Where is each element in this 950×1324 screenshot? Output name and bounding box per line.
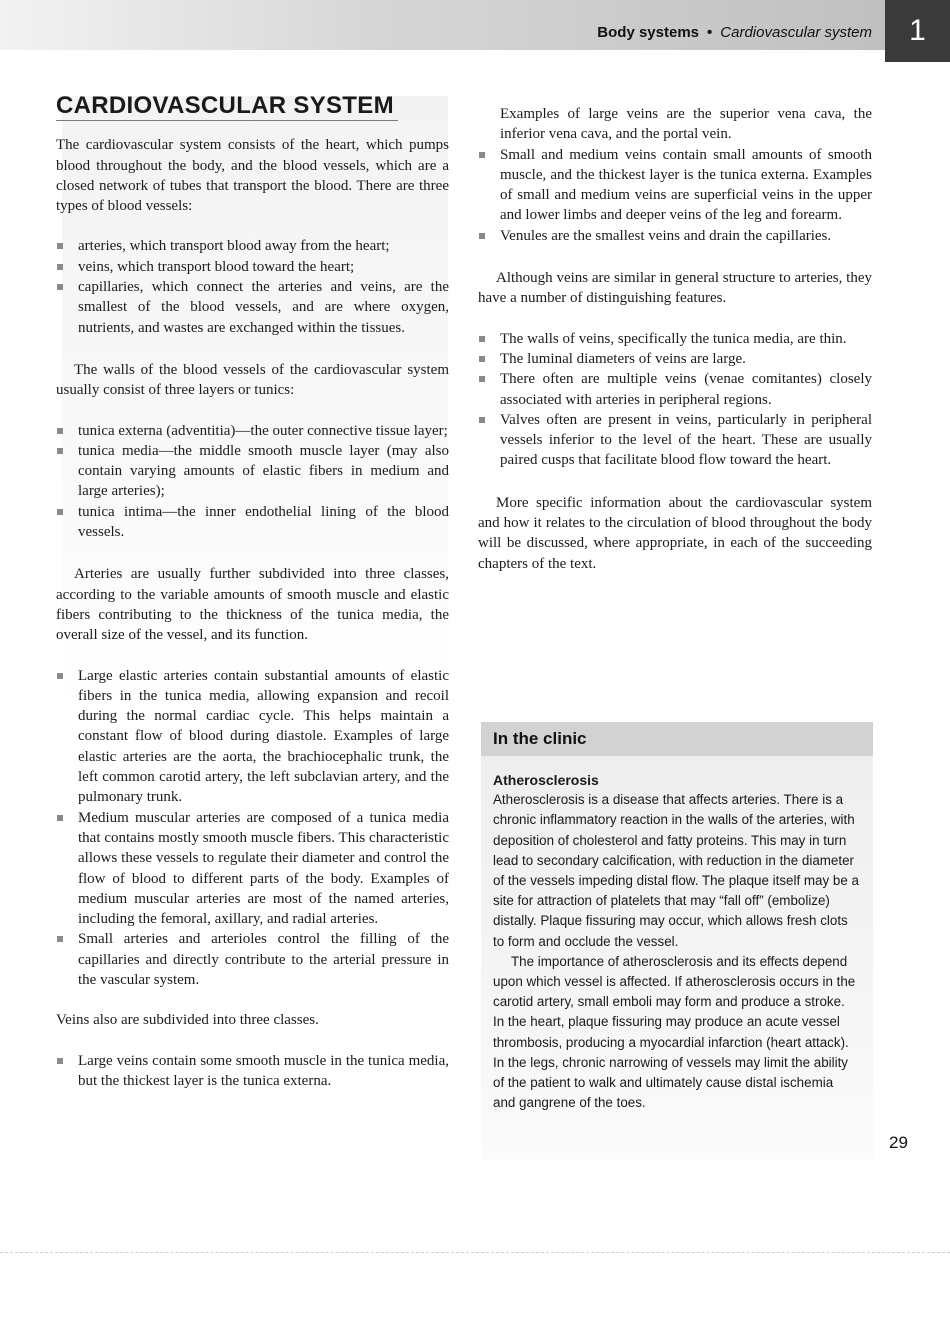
list-item: Large elastic arteries contain substantial amounts of elastic fibers in the tunica media, allowing expansion and recoil during the normal cardiac cycle. This helps maintain a constant flow of blood during diastole. Examples of large elastic arteries are the aorta, the brachiocephalic trunk, the left common carotid artery, the left subclavian artery, and the pulmonary trunk. [56, 666, 449, 808]
arteries-paragraph: Arteries are usually further subdivided into three classes, according to the variable amounts of smooth muscle and elastic fibers contributing to the thickness of the tunica media, the overall size of the vessel, and its function. [56, 566, 449, 644]
bullet-icon [57, 815, 63, 821]
bottom-rule [0, 1252, 950, 1253]
bullet-icon [57, 428, 63, 434]
vessel-types-list [56, 236, 449, 337]
features-paragraph: Although veins are similar in general structure to arteries, they have a number of distinguishing features. [478, 270, 872, 307]
closing-paragraph: More specific information about the cardiovascular system and how it relates to the circulation of blood throughout the body will be discussed, where appropriate, in each of the succeeding chapters of the text. [478, 494, 872, 572]
chapter-number-tab: 1 [885, 0, 950, 62]
running-header-separator: • [707, 24, 713, 41]
bullet-icon [57, 1058, 63, 1064]
in-the-clinic-box [481, 722, 873, 1160]
clinic-box-heading: In the clinic [481, 722, 873, 756]
list-item: The luminal diameters of veins are large. [478, 349, 872, 369]
list-item: Venules are the smallest veins and drain the capillaries. [478, 226, 872, 246]
running-header [597, 24, 872, 41]
bullet-icon [57, 243, 63, 249]
bullet-icon [57, 284, 63, 290]
walls-paragraph: The walls of the blood vessels of the cardiovascular system usually consist of three layers or tunics: [56, 361, 449, 399]
list-item: Small and medium veins contain small amounts of smooth muscle, and the thickest layer is the tunica externa. Examples of small and medium veins are superficial veins in the upper and lower limbs and deeper veins of the leg and forearm. [478, 145, 872, 226]
bullet-icon [57, 264, 63, 270]
bullet-icon [479, 356, 485, 362]
list-item: veins, which transport blood toward the heart; [56, 257, 449, 277]
bullet-icon [479, 152, 485, 158]
intro-paragraph: The cardiovascular system consists of the heart, which pumps blood throughout the body, and the blood vessels, which are a closed network of tubes that transport the blood. There are three types of blood vessels: [56, 137, 449, 215]
bullet-icon [57, 673, 63, 679]
page-number: 29 [889, 1133, 908, 1152]
list-item: capillaries, which connect the arteries and veins, are the smallest of the blood vessels, and are where oxygen, nutrients, and wastes are exchanged within the tissues. [56, 277, 449, 338]
bullet-icon [57, 509, 63, 515]
tunics-list [56, 421, 449, 543]
running-header-chapter: Cardiovascular system [720, 24, 872, 41]
list-item: tunica intima—the inner endothelial lining of the blood vessels. [56, 502, 449, 543]
list-item: There often are multiple veins (venae comitantes) closely associated with arteries in peripheral regions. [478, 369, 872, 410]
running-header-section: Body systems [597, 24, 700, 41]
bullet-icon [479, 233, 485, 239]
list-item: tunica media—the middle smooth muscle layer (may also contain varying amounts of elastic fibers in medium and large arteries); [56, 441, 449, 502]
left-column [56, 92, 449, 1091]
list-item: Valves often are present in veins, particularly in peripheral vessels inferior to the level of the heart. These are usually paired cusps that facilitate blood flow toward the heart. [478, 410, 872, 471]
list-item: Small arteries and arterioles control the filling of the capillaries and directly contribute to the arterial pressure in the vascular system. [56, 929, 449, 990]
right-column [478, 104, 872, 574]
bullet-icon [57, 448, 63, 454]
list-item-continued: Examples of large veins are the superior vena cava, the inferior vena cava, and the portal vein. [500, 106, 872, 143]
bullet-icon [479, 417, 485, 423]
list-item: Medium muscular arteries are composed of a tunica media that contains mostly smooth muscle fibers. This characteristic allows these vessels to regulate their diameter and control the flow of blood to different parts of the body. Examples of medium muscular arteries are most of the named arteries, including the femoral, axillary, and radial arteries. [56, 808, 449, 930]
clinic-paragraph: The importance of atherosclerosis and its effects depend upon which vessel is affected. If atherosclerosis occurs in the carotid artery, small emboli may form and produce a stroke. In the heart, plaque fissuring may produce an acute vessel thrombosis, producing a myocardial infarction (heart attack). In the legs, chronic narrowing of vessels may limit the ability of the patient to walk and ultimately cause distal ischemia and gangrene of the toes. [493, 953, 856, 1111]
veins-paragraph: Veins also are subdivided into three classes. [56, 1012, 319, 1029]
bullet-icon [479, 376, 485, 382]
bullet-icon [57, 936, 63, 942]
list-item: arteries, which transport blood away from the heart; [56, 236, 449, 256]
clinic-paragraph: Atherosclerosis is a disease that affects arteries. There is a chronic inflammatory reaction in the walls of the arteries, with deposition of cholesterol and fatty proteins. This may in turn lead to secondary calcification, with reduction in the diameter of the vessels impeding distal flow. The plaque itself may be a site for attraction of platelets that may “fall off” (embolize) distally. Plaque fissuring may occur, which allows fresh clots to form and occlude the vessel. [493, 792, 859, 949]
clinic-box-body [481, 756, 873, 1113]
list-item: tunica externa (adventitia)—the outer connective tissue layer; [56, 421, 449, 441]
artery-classes-list [56, 666, 449, 991]
vein-features-list [478, 329, 872, 471]
list-item: Large veins contain some smooth muscle in the tunica media, but the thickest layer is the tunica externa. [56, 1051, 449, 1092]
list-item: The walls of veins, specifically the tunica media, are thin. [478, 329, 872, 349]
vein-classes-list-start [56, 1051, 449, 1092]
clinic-subheading: Atherosclerosis [493, 772, 599, 788]
bullet-icon [479, 336, 485, 342]
section-title: CARDIOVASCULAR SYSTEM [56, 96, 398, 121]
vein-classes-list-continued [478, 104, 872, 246]
